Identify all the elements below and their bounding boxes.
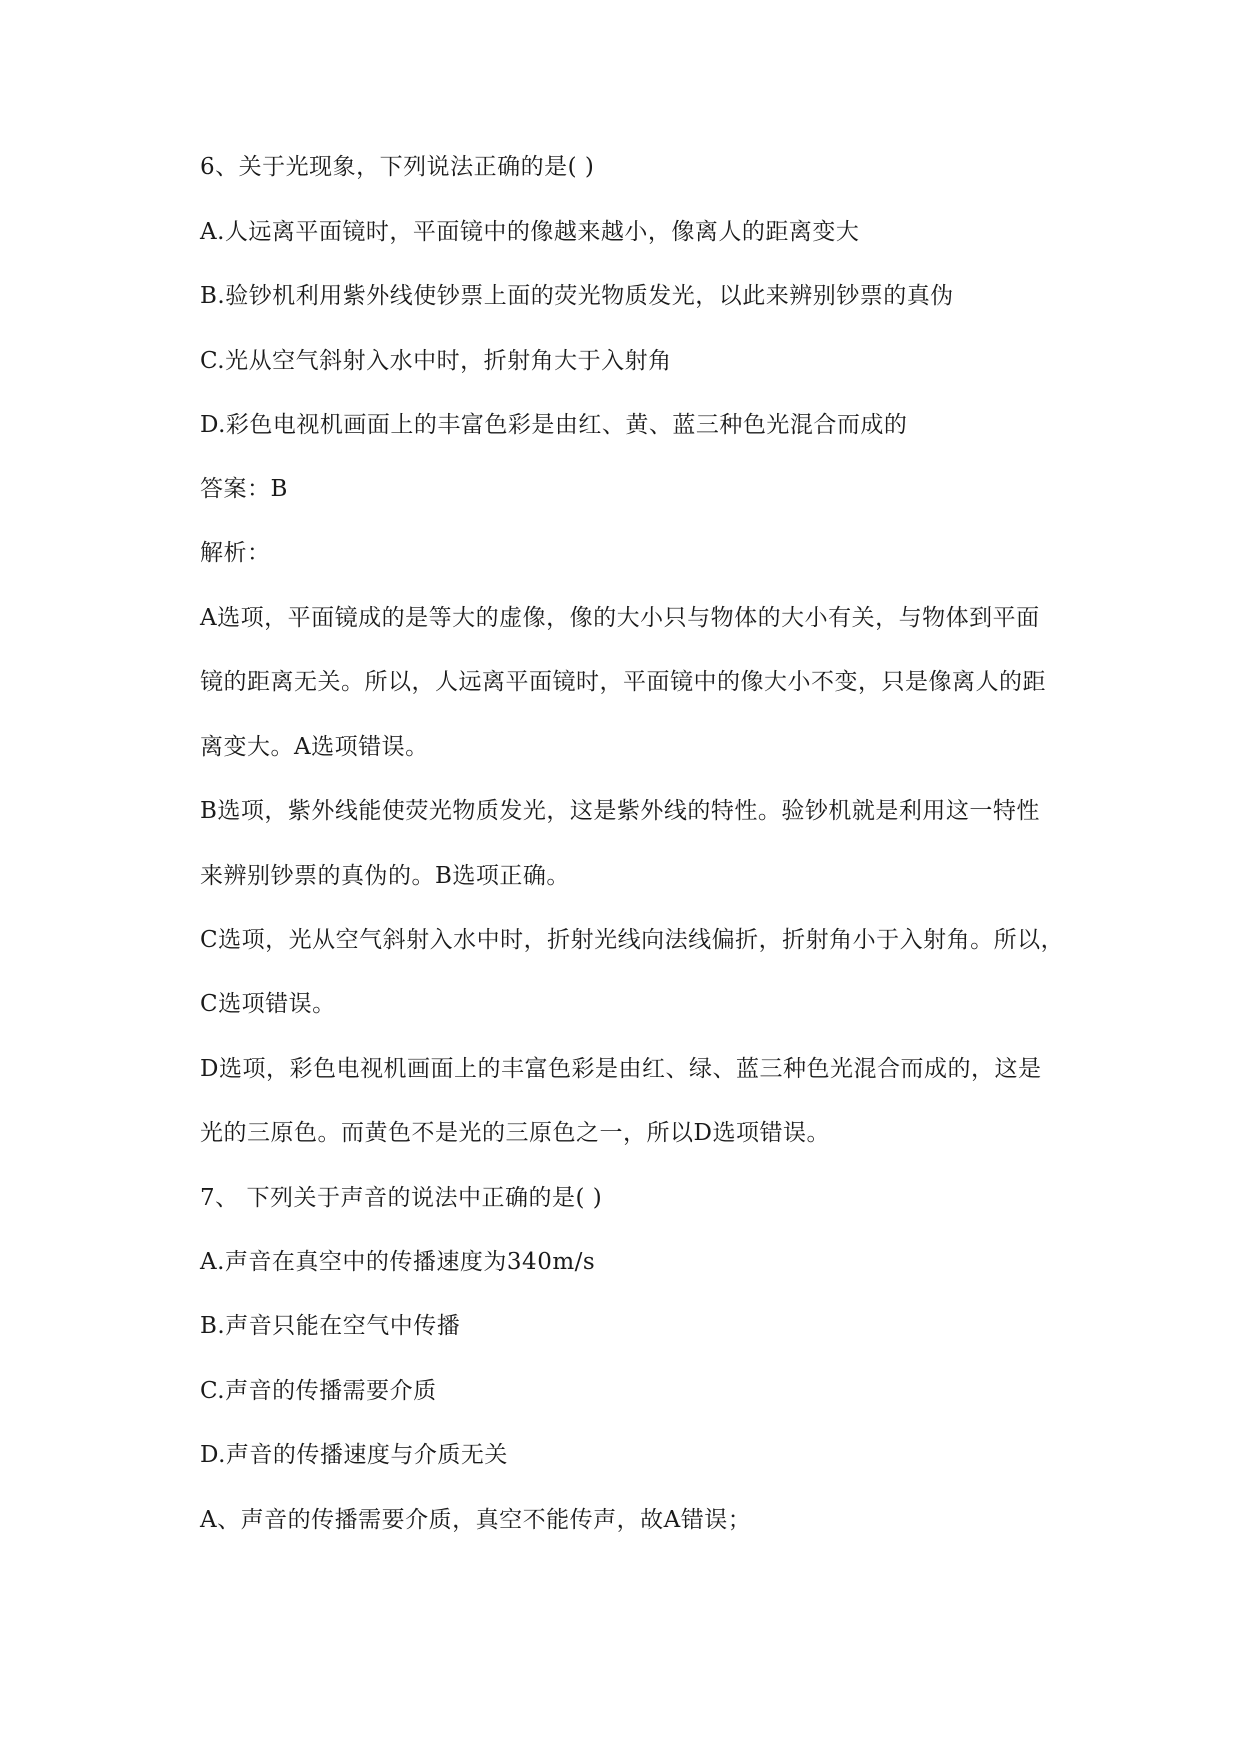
analysis-line: 离变大。A选项错误。 [200,734,429,760]
question-7-option-a: A.声音在真空中的传播速度为340m/s [200,1249,596,1275]
question-6-option-d: D.彩色电视机画面上的丰富色彩是由红、黄、蓝三种色光混合而成的 [200,412,908,438]
analysis-line: 光的三原色。而黄色不是光的三原色之一，所以D选项错误。 [200,1120,830,1146]
question-6-analysis-label: 解析： [200,540,271,566]
analysis-line: 来辨别钞票的真伪的。B选项正确。 [200,863,570,889]
question-6-option-a: A.人远离平面镜时，平面镜中的像越来越小，像离人的距离变大 [200,219,860,245]
analysis-line: C选项，光从空气斜射入水中时，折射光线向法线偏折，折射角小于入射角。所以， [200,927,1065,953]
question-7-option-b: B.声音只能在空气中传播 [200,1313,461,1339]
analysis-line: B选项，紫外线能使荧光物质发光，这是紫外线的特性。验钞机就是利用这一特性 [200,798,1040,824]
question-6-option-b: B.验钞机利用紫外线使钞票上面的荧光物质发光，以此来辨别钞票的真伪 [200,283,954,309]
question-7-option-d: D.声音的传播速度与介质无关 [200,1442,508,1468]
analysis-line: A选项，平面镜成的是等大的虚像，像的大小只与物体的大小有关，与物体到平面 [200,605,1040,631]
analysis-line: D选项，彩色电视机画面上的丰富色彩是由红、绿、蓝三种色光混合而成的，这是 [200,1056,1042,1082]
question-7-analysis-line: A、声音的传播需要介质，真空不能传声，故A错误； [200,1507,752,1533]
analysis-line: 镜的距离无关。所以，人远离平面镜时，平面镜中的像大小不变，只是像离人的距 [200,669,1046,695]
question-6-option-c: C.光从空气斜射入水中时，折射角大于入射角 [200,348,672,374]
analysis-line: C选项错误。 [200,991,336,1017]
question-7-option-c: C.声音的传播需要介质 [200,1378,437,1404]
question-6-stem: 6、关于光现象，下列说法正确的是( ) [200,154,595,180]
question-7-stem: 7、 下列关于声音的说法中正确的是( ) [200,1185,603,1211]
question-6-answer: 答案：B [200,476,288,502]
